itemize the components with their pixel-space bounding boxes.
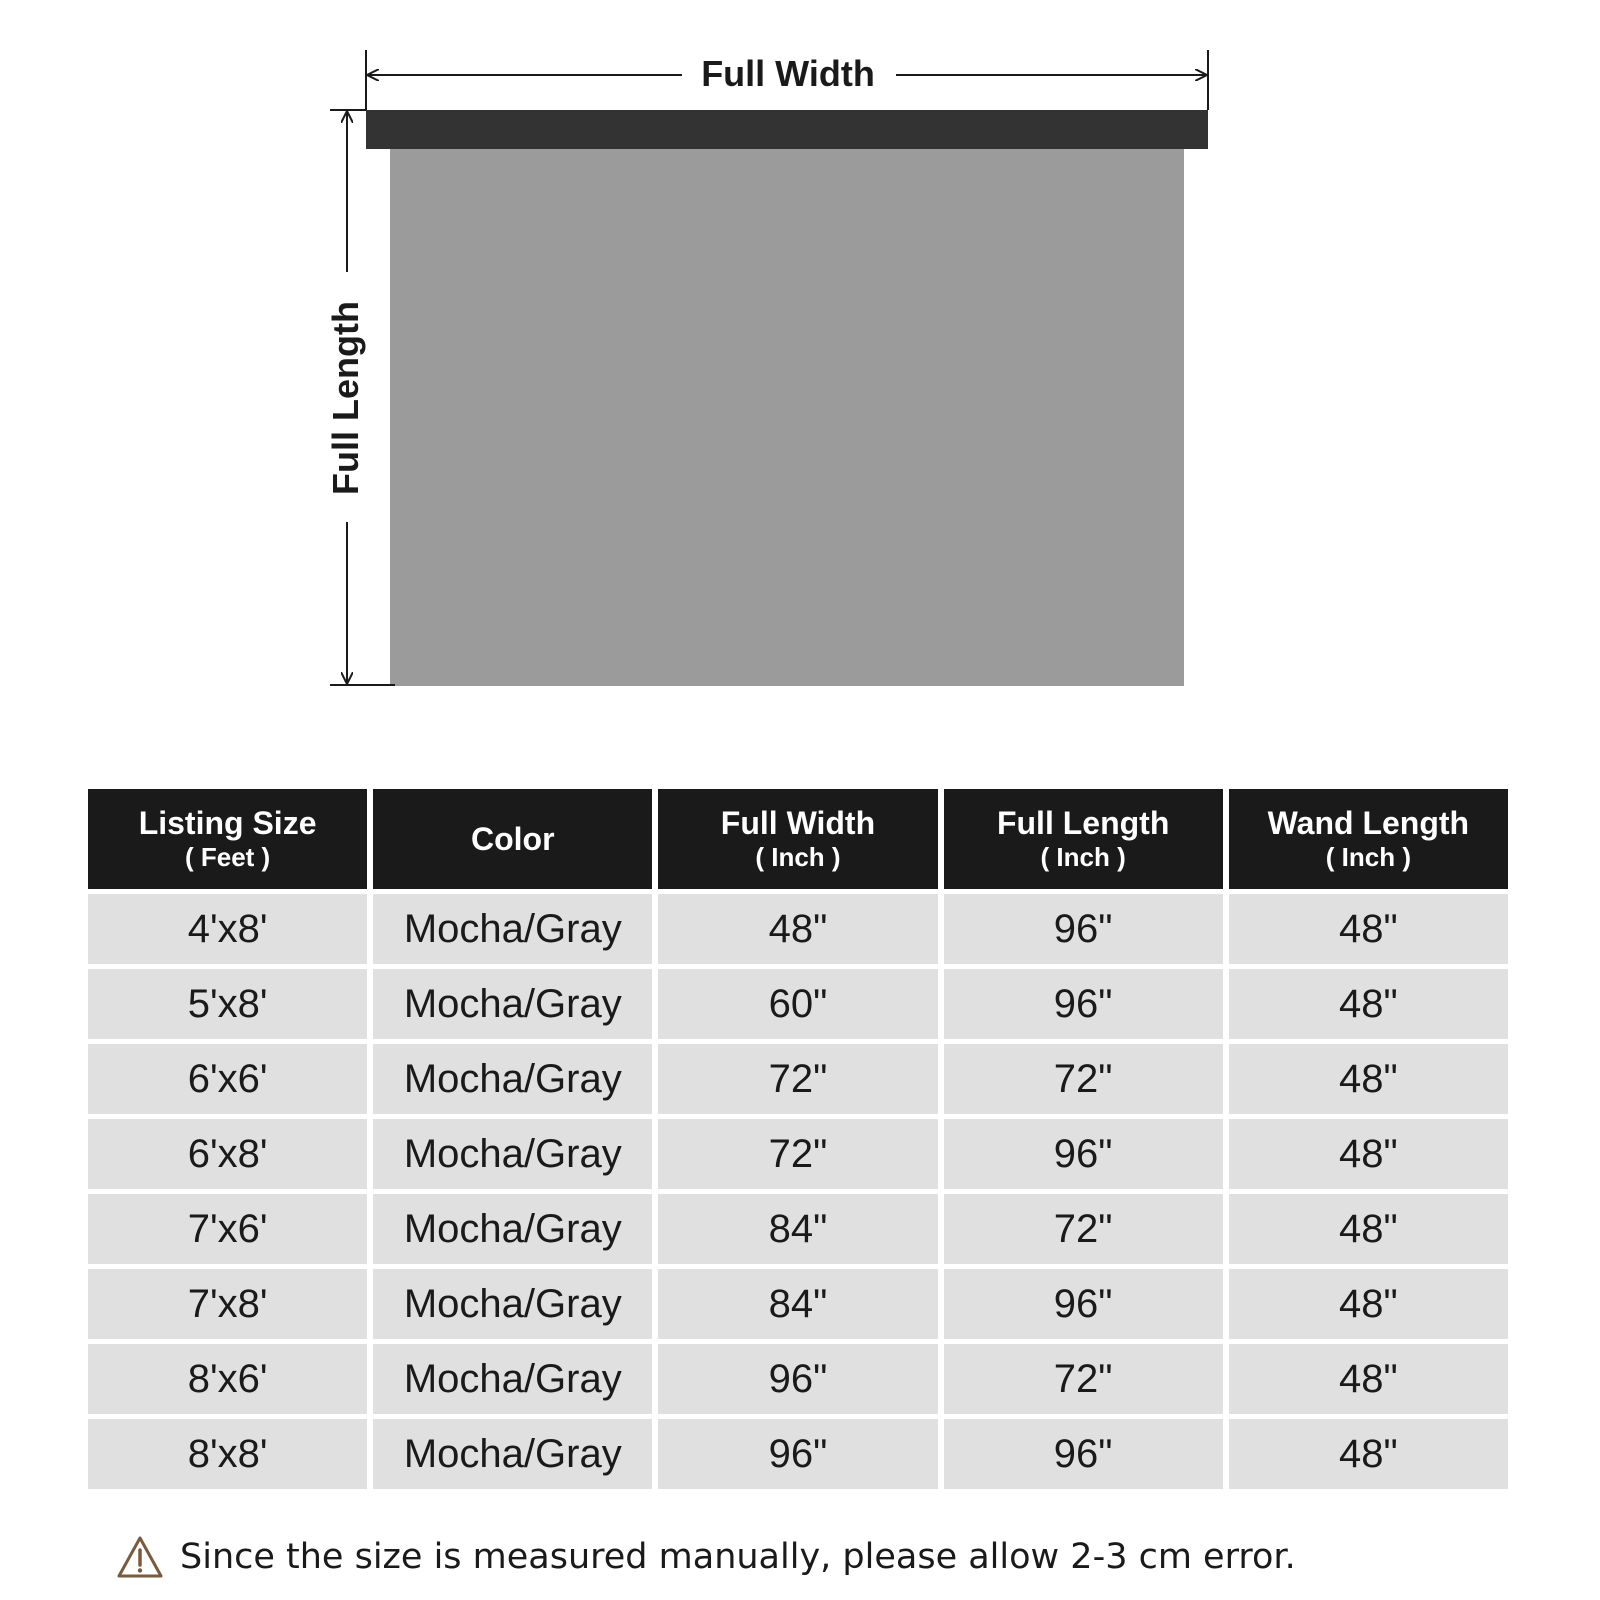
cell-color: Mocha/Gray: [373, 1269, 652, 1339]
cell-full-width: 84": [658, 1269, 937, 1339]
table-row: [88, 1044, 1508, 1114]
cell-listing-size: 7'x8': [88, 1269, 367, 1339]
note-text: Since the size is measured manually, please allow 2-3 cm error.: [180, 1537, 1296, 1577]
shade-fabric: [390, 148, 1184, 686]
column-header-full-width: [658, 789, 937, 889]
cell-full-length: 72": [944, 1194, 1223, 1264]
table-header-row: [88, 789, 1508, 889]
cell-wand-length: 48": [1229, 1344, 1508, 1414]
table-row: [88, 1419, 1508, 1489]
cell-color: Mocha/Gray: [373, 1419, 652, 1489]
table-row: [88, 894, 1508, 964]
cell-full-length: 96": [944, 1269, 1223, 1339]
column-header-label: Wand Length: [1267, 805, 1470, 841]
cell-full-width: 96": [658, 1419, 937, 1489]
cell-wand-length: 48": [1229, 969, 1508, 1039]
column-header-unit: ( Inch ): [1325, 842, 1411, 872]
table-row: [88, 1344, 1508, 1414]
table-row: [88, 1194, 1508, 1264]
column-header-label: Listing Size: [138, 805, 317, 841]
cell-full-length: 96": [944, 1119, 1223, 1189]
cell-full-length: 96": [944, 1419, 1223, 1489]
cell-color: Mocha/Gray: [373, 1344, 652, 1414]
table-row: [88, 1269, 1508, 1339]
shade-dimension-diagram: [0, 0, 1600, 720]
cell-wand-length: 48": [1229, 1119, 1508, 1189]
cell-full-width: 72": [658, 1119, 937, 1189]
cell-wand-length: 48": [1229, 1044, 1508, 1114]
column-header-wand-length: [1229, 789, 1508, 889]
cell-listing-size: 6'x8': [88, 1119, 367, 1189]
size-table: [82, 784, 1514, 1494]
cell-listing-size: 8'x8': [88, 1419, 367, 1489]
column-header-listing-size: [88, 789, 367, 889]
cell-color: Mocha/Gray: [373, 969, 652, 1039]
cell-color: Mocha/Gray: [373, 894, 652, 964]
length-label: Full Length: [325, 301, 366, 495]
column-header-color: [373, 789, 652, 889]
cell-wand-length: 48": [1229, 1269, 1508, 1339]
column-header-label: Color: [471, 821, 555, 857]
cell-wand-length: 48": [1229, 1194, 1508, 1264]
cell-full-width: 72": [658, 1044, 937, 1114]
cell-full-length: 96": [944, 969, 1223, 1039]
table-row: [88, 1119, 1508, 1189]
column-header-label: Full Length: [996, 805, 1170, 841]
cell-listing-size: 4'x8': [88, 894, 367, 964]
cell-color: Mocha/Gray: [373, 1044, 652, 1114]
warning-triangle-icon: [116, 1535, 164, 1579]
width-label: Full Width: [701, 53, 875, 94]
measurement-note: [116, 1534, 1296, 1580]
cell-color: Mocha/Gray: [373, 1119, 652, 1189]
cell-full-length: 96": [944, 894, 1223, 964]
cell-full-length: 72": [944, 1344, 1223, 1414]
column-header-label: Full Width: [720, 805, 876, 841]
cell-listing-size: 5'x8': [88, 969, 367, 1039]
cell-listing-size: 8'x6': [88, 1344, 367, 1414]
column-header-unit: ( Feet ): [184, 842, 271, 872]
cell-listing-size: 7'x6': [88, 1194, 367, 1264]
column-header-unit: ( Inch ): [755, 842, 841, 872]
column-header-full-length: [944, 789, 1223, 889]
cell-full-width: 96": [658, 1344, 937, 1414]
cell-color: Mocha/Gray: [373, 1194, 652, 1264]
headrail: [366, 110, 1208, 149]
cell-full-width: 48": [658, 894, 937, 964]
cell-full-width: 60": [658, 969, 937, 1039]
cell-listing-size: 6'x6': [88, 1044, 367, 1114]
cell-wand-length: 48": [1229, 894, 1508, 964]
cell-full-length: 72": [944, 1044, 1223, 1114]
column-header-unit: ( Inch ): [1040, 842, 1126, 872]
cell-full-width: 84": [658, 1194, 937, 1264]
cell-wand-length: 48": [1229, 1419, 1508, 1489]
table-row: [88, 969, 1508, 1039]
